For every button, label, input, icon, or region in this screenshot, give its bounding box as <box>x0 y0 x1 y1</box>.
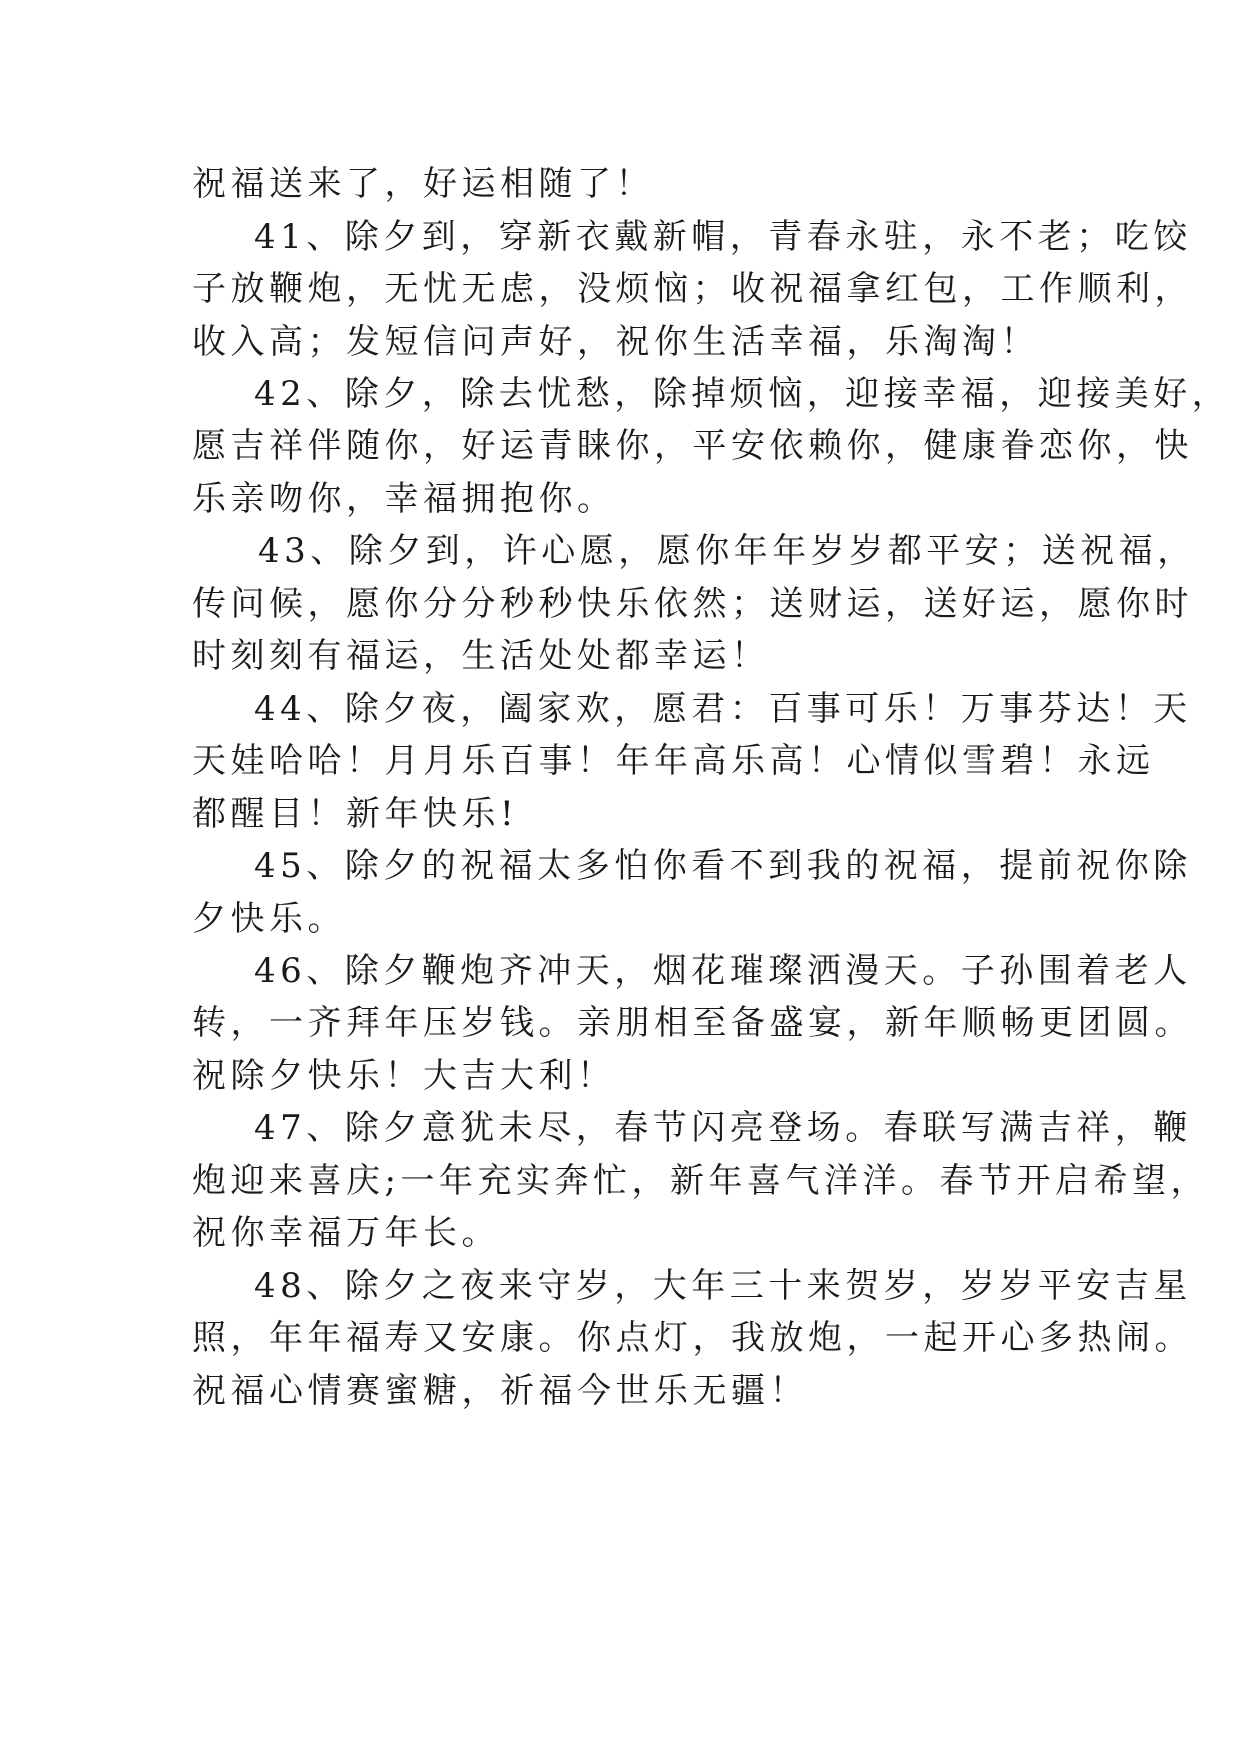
item-41-line-2: 子放鞭炮，无忧无虑，没烦恼；收祝福拿红包，工作顺利， <box>192 269 1193 309</box>
item-41-line-1: 41、除夕到，穿新衣戴新帽，青春永驻，永不老；吃饺 <box>254 217 1192 257</box>
item-47-line-1: 47、除夕意犹未尽，春节闪亮登场。春联写满吉祥，鞭 <box>254 1108 1192 1148</box>
item-48-line-1: 48、除夕之夜来守岁，大年三十来贺岁，岁岁平安吉星 <box>254 1266 1192 1306</box>
item-47-line-3: 祝你幸福万年长。 <box>192 1213 500 1253</box>
item-48-line-2: 照，年年福寿又安康。你点灯，我放炮，一起开心多热闹。 <box>192 1318 1193 1358</box>
item-47-line-2: 炮迎来喜庆;一年充实奔忙，新年喜气洋洋。春节开启希望， <box>192 1161 1209 1201</box>
item-44-line-1: 44、除夕夜，阖家欢，愿君：百事可乐！万事芬达！天 <box>254 689 1192 729</box>
item-42-line-2: 愿吉祥伴随你，好运青睐你，平安依赖你，健康眷恋你，快 <box>192 426 1193 466</box>
item-48-line-3: 祝福心情赛蜜糖，祈福今世乐无疆！ <box>192 1371 808 1411</box>
text-line: 祝福送来了，好运相随了！ <box>192 164 654 204</box>
item-44-line-2: 天娃哈哈！月月乐百事！年年高乐高！心情似雪碧！永远 <box>192 741 1155 781</box>
item-46-line-3: 祝除夕快乐！大吉大利！ <box>192 1056 616 1096</box>
item-42-line-1: 42、除夕，除去忧愁，除掉烦恼，迎接幸福，迎接美好， <box>254 374 1231 414</box>
item-43-line-1: 43、除夕到，许心愿，愿你年年岁岁都平安；送祝福， <box>258 531 1196 571</box>
item-46-line-2: 转，一齐拜年压岁钱。亲朋相至备盛宴，新年顺畅更团圆。 <box>192 1003 1193 1043</box>
item-44-line-3: 都醒目！新年快乐! <box>192 794 519 834</box>
item-46-line-1: 46、除夕鞭炮齐冲天，烟花璀璨洒漫天。子孙围着老人 <box>254 951 1192 991</box>
item-42-line-3: 乐亲吻你，幸福拥抱你。 <box>192 479 616 519</box>
item-43-line-3: 时刻刻有福运，生活处处都幸运！ <box>192 636 770 676</box>
item-43-line-2: 传问候，愿你分分秒秒快乐依然；送财运，送好运，愿你时 <box>192 584 1193 624</box>
item-45-line-1: 45、除夕的祝福太多怕你看不到我的祝福，提前祝你除 <box>254 846 1192 886</box>
item-45-line-2: 夕快乐。 <box>192 899 346 939</box>
item-41-line-3: 收入高；发短信问声好，祝你生活幸福，乐淘淘！ <box>192 322 1039 362</box>
